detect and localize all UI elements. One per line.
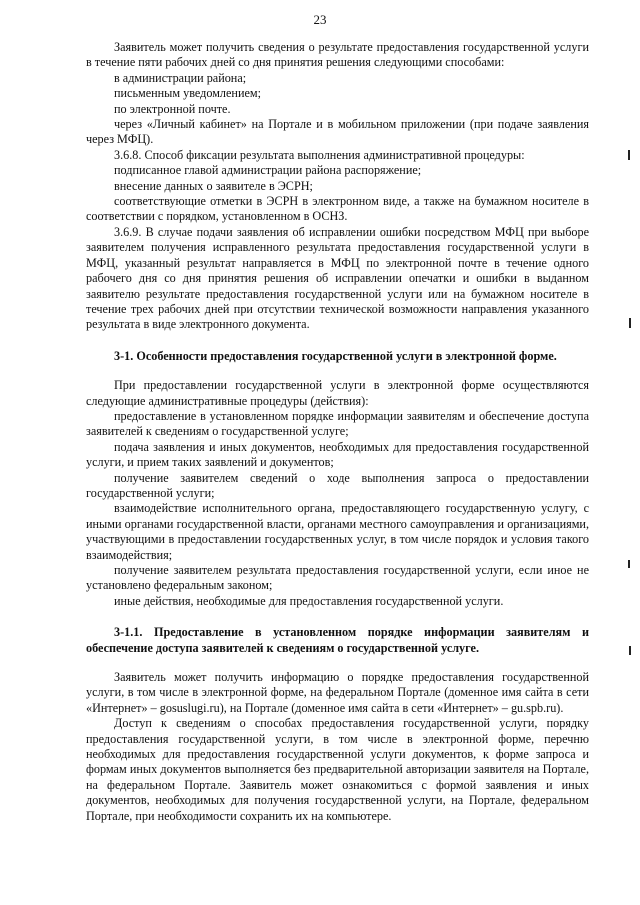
- list-item: в администрации района;: [114, 70, 247, 85]
- scan-mark: [628, 560, 630, 568]
- list-item: соответствующие отметки в ЭСРН в электронном виде, а также на бумажном носителе в соответствии с порядком, установленном в ОСНЗ.: [86, 194, 589, 224]
- list-item: через «Личный кабинет» на Портале и в мобильном приложении (при подаче заявления через МФЦ).: [86, 117, 589, 147]
- list-item: письменным уведомлением;: [114, 86, 261, 101]
- scan-mark: [628, 150, 630, 160]
- list-item: получение заявителем результата предоставления государственной услуги, если иное не установлено федеральным законом;: [86, 563, 589, 593]
- list-item: предоставление в установленном порядке информации заявителям и обеспечение доступа заявителей к сведениям о государственной услуге;: [86, 408, 589, 439]
- page-number: 23: [313, 12, 327, 27]
- paragraph: 3.6.8. Способ фиксации результата выполнения административной процедуры:: [114, 147, 525, 162]
- list-item: внесение данных о заявителе в ЭСРН;: [114, 178, 313, 193]
- paragraph: Заявитель может получить информацию о порядке предоставления государственной услуги, в том числе в электронной форме, на федеральном Портале (доменное имя сайта в сети «Интернет» – gosuslugi.ru), на Портале (доменное имя сайта в сети «Интернет» – gu.spb.ru).: [86, 670, 589, 715]
- scan-mark: [629, 318, 631, 328]
- paragraph: Заявитель может получить сведения о результате предоставления государственной услуги в течение пяти рабочих дней со дня принятия решения следующими способами:: [86, 40, 589, 70]
- list-item: по электронной почте.: [114, 101, 231, 116]
- list-item: подача заявления и иных документов, необходимых для предоставления государственной услуги, и прием таких заявлений и документов;: [86, 439, 589, 470]
- document-body: [86, 40, 589, 824]
- paragraph: При предоставлении государственной услуги в электронной форме осуществляются следующие административные процедуры (действия):: [86, 378, 589, 408]
- list-item: иные действия, необходимые для предоставления государственной услуги.: [114, 593, 504, 608]
- paragraph: 3.6.9. В случае подачи заявления об исправлении ошибки посредством МФЦ при выборе заявителем получения исправленного результата предоставления государственной услуги в МФЦ, указанный результат направляется в МФЦ по электронной почте в течение одного рабочего дня со дня принятия решения об исправлении опечатки и ошибки в выданном заявителю результате предоставления государственной услуги или на бумажном носителе в течение трех рабочих дней при отсутствии технической возможности направления указанного результата в виде электронного документа.: [86, 224, 589, 332]
- list-item: взаимодействие исполнительного органа, предоставляющего государственную услугу, с иными органами государственной власти, органами местного самоуправления и организациями, участвующими в предоставлении государственных услуг, в том числе порядок и условия такого взаимодействия;: [86, 501, 589, 562]
- section-heading: 3-1. Особенности предоставления государственной услуги в электронной форме.: [114, 348, 557, 363]
- subsection-heading: 3-1.1. Предоставление в установленном порядке информации заявителям и обеспечение доступа заявителей к сведениям о государственной услуге.: [86, 625, 589, 655]
- scan-mark: [629, 646, 631, 655]
- list-item: подписанное главой администрации района распоряжение;: [114, 163, 422, 178]
- list-item: получение заявителем сведений о ходе выполнения запроса о предоставлении государственной услуги;: [86, 470, 589, 500]
- paragraph: Доступ к сведениям о способах предоставления государственной услуги, порядку предоставления государственной услуги, в том числе в электронной форме, перечню необходимых для предоставления государственной услуги документов, к форме запроса и формам иных документов выполняется без предварительной авторизации заявителя на Портале, на федеральном Портале. Заявитель может ознакомиться с формой заявления и иных документов, необходимых для получения государственной услуги, на Портале, федеральном Портале, при необходимости сохранить их на компьютере.: [86, 716, 589, 823]
